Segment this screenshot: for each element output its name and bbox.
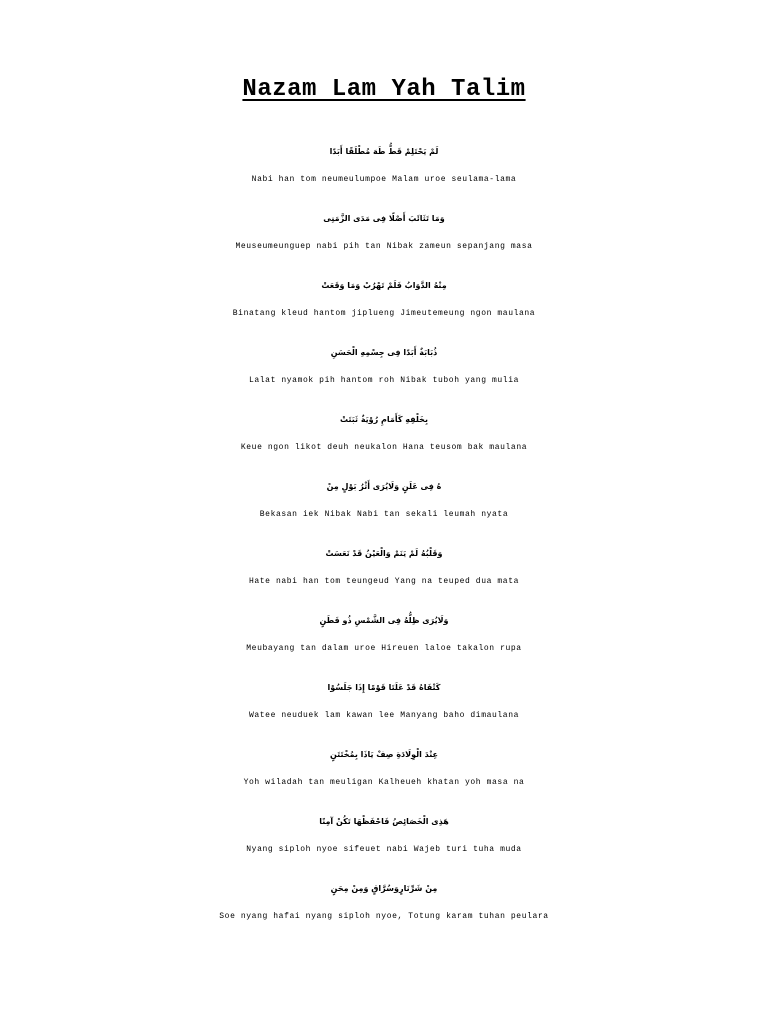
arabic-line: وَقَلْبُهُ لَمْ يَنَمْ وَالْعَيْنُ قَدْ نَعَسَتْ <box>325 549 443 558</box>
verse-3 <box>0 266 768 333</box>
verse-1 <box>0 132 768 199</box>
arabic-line: ذُبَابَةٌ أَبَدًا فِى جِسْمِهِ الْحَسَنِ <box>330 348 438 357</box>
arabic-line: مِنْ شَرِّنَارٍوَسُرَّاقٍ وَمِنْ مِحَنٍ <box>330 884 438 893</box>
verse-list <box>0 132 768 936</box>
verse-9 <box>0 668 768 735</box>
verse-10 <box>0 735 768 802</box>
page-title: Nazam Lam Yah Talim <box>242 76 526 103</box>
arabic-line: هَذِى الْخَصَائِصُ فَاحْفَظْهَا تَكُنْ آمِنًا <box>319 817 449 826</box>
translation-line: Meuseumeunguep nabi pih tan Nibak zameun sepanjang masa <box>235 242 533 251</box>
arabic-line: لَمْ يَحْتَلِمْ قَطُّ طَهَ مُطْلَقًا أَبَدًا <box>329 147 439 156</box>
verse-7 <box>0 534 768 601</box>
translation-line: Soe nyang hafai nyang siploh nyoe, Totung karam tuhan peulara <box>219 912 549 921</box>
arabic-line: هُ فِى عَلَنٍ وَلَايُرَى أَثْرُ بَوْلٍ مِنْ <box>326 482 442 491</box>
arabic-line: عِنْدَ الْوِلَادَةِ صِفْ يَاذَا بِمُخْتَتَنٍ <box>329 750 438 759</box>
translation-line: Keue ngon likot deuh neukalon Hana teusom bak maulana <box>240 443 528 452</box>
translation-line: Lalat nyamok pih hantom roh Nibak tuboh yang mulia <box>248 376 520 385</box>
translation-line: Watee neuduek lam kawan lee Manyang baho dimaulana <box>248 711 520 720</box>
translation-line: Meubayang tan dalam uroe Hireuen laloe takalon rupa <box>246 644 522 653</box>
verse-11 <box>0 802 768 869</box>
verse-5 <box>0 400 768 467</box>
translation-line: Yoh wiladah tan meuligan Kalheueh khatan yoh masa na <box>243 778 525 787</box>
verse-6 <box>0 467 768 534</box>
translation-line: Hate nabi han tom teungeud Yang na teuped dua mata <box>248 577 520 586</box>
arabic-line: بِخَلْفِهِ كَأَمَامِ رُوْيَةٌ ثَبَتَتْ <box>340 415 428 424</box>
translation-line: Binatang kleud hantom jiplueng Jimeutemeung ngon maulana <box>232 309 536 318</box>
arabic-line: مِنْهُ الدَّوَابُ فَلَمْ تَهْرُبْ وَمَا وَقَعَتْ <box>321 281 447 290</box>
translation-line: Nabi han tom neumeulumpoe Malam uroe seulama-lama <box>251 175 517 184</box>
arabic-line: وَلَايُرَى ظِلُّهُ فِى الشَّمْسِ ذُو فَطَنٍ <box>319 616 449 625</box>
verse-12 <box>0 869 768 936</box>
arabic-line: كَتْفَاهُ قَدْ عَلَتَا قَوْمًا إِذَا جَلَسُوْا <box>327 683 441 692</box>
arabic-line: وَمَا تَثَائَبَ أَصْلًا فِى مَدَى الزَّمَنِى <box>323 214 445 223</box>
verse-8 <box>0 601 768 668</box>
translation-line: Bekasan iek Nibak Nabi tan sekali leumah nyata <box>259 510 509 519</box>
verse-2 <box>0 199 768 266</box>
translation-line: Nyang siploh nyoe sifeuet nabi Wajeb turi tuha muda <box>246 845 522 854</box>
verse-4 <box>0 333 768 400</box>
